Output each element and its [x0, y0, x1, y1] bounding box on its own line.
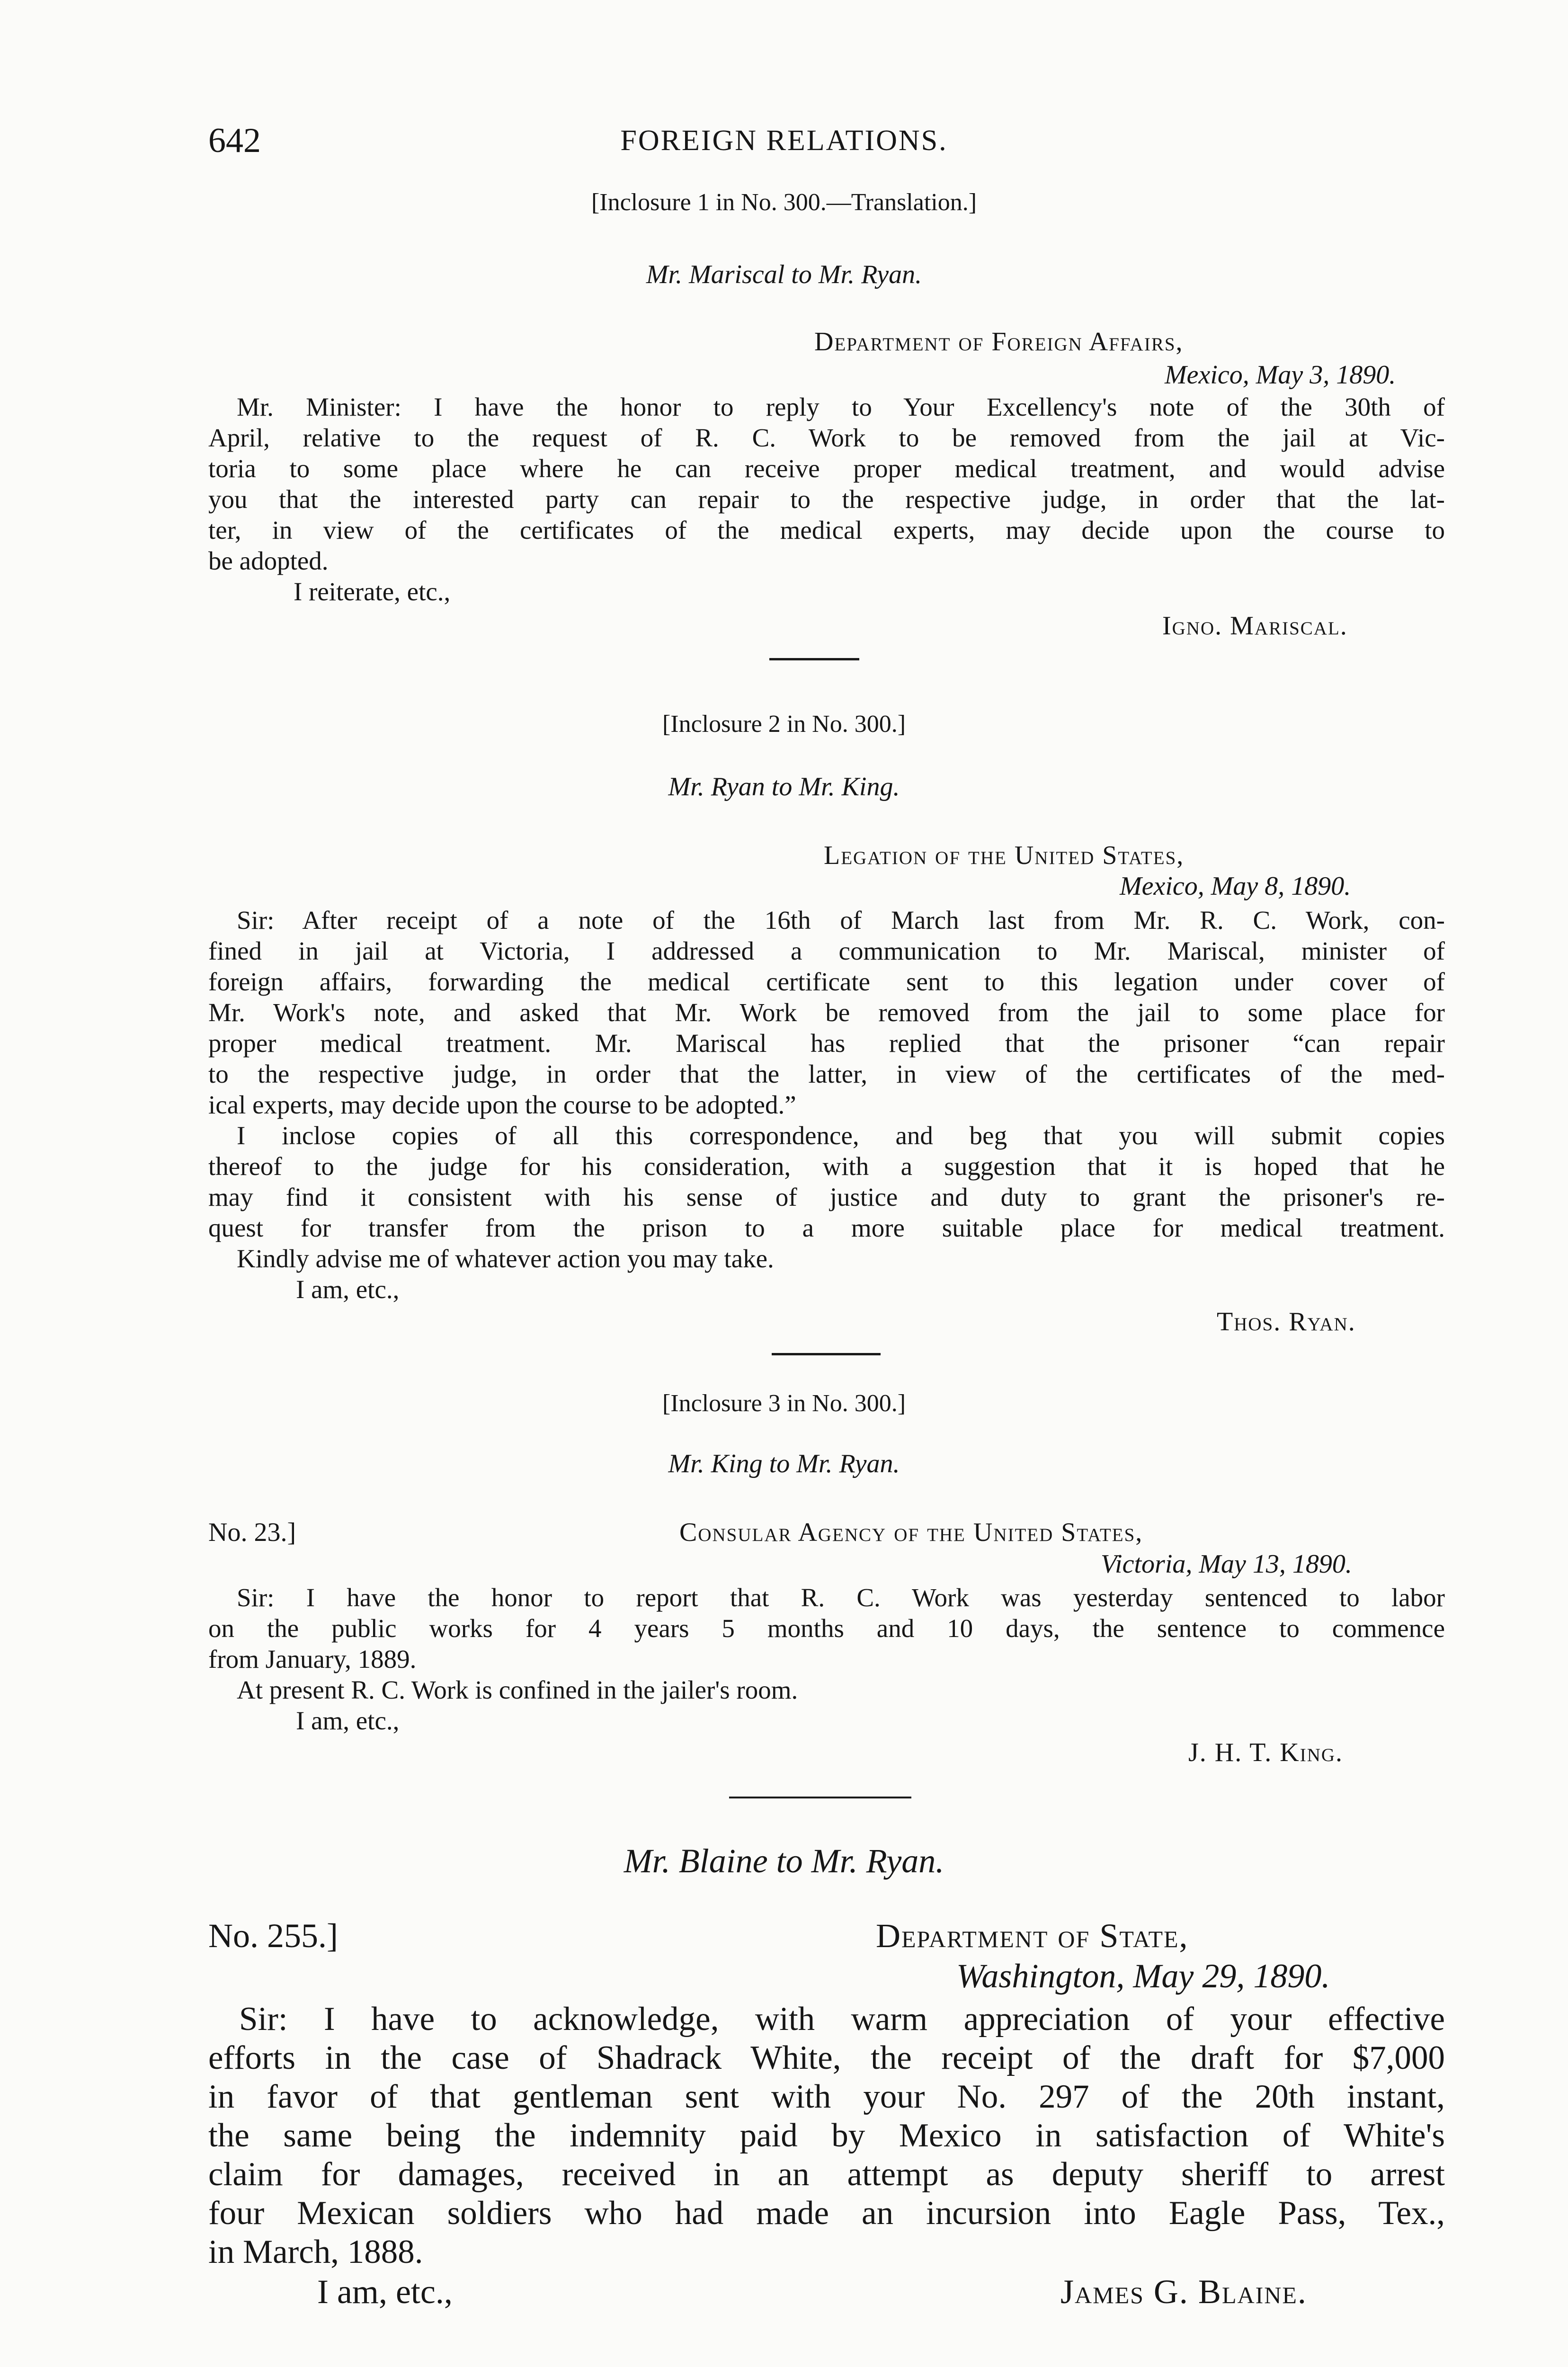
divider — [769, 658, 859, 660]
inclosure-2-office: Legation of the United States, — [824, 841, 1185, 870]
page-number: 642 — [208, 121, 261, 160]
body-line: Mr. Minister: I have the honor to reply to Your Excellency's note of the 30th of — [237, 392, 1445, 421]
body-line: I inclose copies of all this correspondence, and beg that you will submit copies — [237, 1121, 1445, 1150]
inclosure-3-number: No. 23.] — [208, 1518, 296, 1547]
inclosure-3-place-date: Victoria, May 13, 1890. — [1101, 1549, 1352, 1579]
running-title: FOREIGN RELATIONS. — [620, 125, 948, 157]
letter-closing: I am, etc., — [317, 2273, 453, 2311]
body-line: to the respective judge, in order that the latter, in view of the certificates of the med- — [208, 1059, 1445, 1088]
inclosure-3-tag: [Inclosure 3 in No. 300.] — [662, 1390, 906, 1417]
letter-heading: Mr. Blaine to Mr. Ryan. — [624, 1842, 944, 1880]
body-line: efforts in the case of Shadrack White, the receipt of the draft for $7,000 — [208, 2039, 1445, 2076]
inclosure-1-closing: I reiterate, etc., — [294, 577, 451, 606]
body-line: fined in jail at Victoria, I addressed a communication to Mr. Mariscal, minister of — [208, 936, 1445, 965]
body-line: Kindly advise me of whatever action you may take. — [237, 1244, 774, 1273]
inclosure-2-place-date: Mexico, May 8, 1890. — [1120, 872, 1351, 901]
body-line: Sir: I have to acknowledge, with warm appreciation of your effective — [239, 2001, 1445, 2038]
body-line: in March, 1888. — [208, 2234, 423, 2270]
divider — [772, 1353, 881, 1355]
inclosure-2-closing: I am, etc., — [296, 1275, 400, 1304]
body-line: in favor of that gentleman sent with your No. 297 of the 20th instant, — [208, 2078, 1445, 2115]
letter-signature: James G. Blaine. — [1060, 2273, 1307, 2311]
inclosure-3-office: Consular Agency of the United States, — [679, 1518, 1143, 1547]
body-line: April, relative to the request of R. C. Work to be removed from the jail at Vic- — [208, 423, 1445, 452]
inclosure-3-signature: J. H. T. King. — [1188, 1738, 1344, 1767]
body-line: Mr. Work's note, and asked that Mr. Work be removed from the jail to some place for — [208, 998, 1445, 1027]
body-line: may find it consistent with his sense of justice and duty to grant the prisoner's re- — [208, 1183, 1445, 1211]
inclosure-1-heading: Mr. Mariscal to Mr. Ryan. — [646, 260, 922, 289]
body-line: foreign affairs, forwarding the medical certificate sent to this legation under cover of — [208, 967, 1445, 996]
inclosure-2-heading: Mr. Ryan to Mr. King. — [668, 772, 900, 801]
body-line: four Mexican soldiers who had made an incursion into Eagle Pass, Tex., — [208, 2195, 1445, 2232]
letter-place-date: Washington, May 29, 1890. — [956, 1957, 1330, 1995]
body-line: quest for transfer from the prison to a more suitable place for medical treatment. — [208, 1213, 1445, 1242]
body-line: you that the interested party can repair to the respective judge, in order that the lat- — [208, 485, 1445, 514]
body-line: ter, in view of the certificates of the medical experts, may decide upon the course to — [208, 516, 1445, 544]
inclosure-1-tag: [Inclosure 1 in No. 300.—Translation.] — [591, 189, 977, 216]
inclosure-1-signature: Igno. Mariscal. — [1162, 611, 1348, 641]
body-line: Sir: After receipt of a note of the 16th of March last from Mr. R. C. Work, con- — [237, 906, 1445, 934]
body-line: At present R. C. Work is confined in the jailer's room. — [237, 1675, 798, 1704]
body-line: thereof to the judge for his consideration, with a suggestion that it is hoped that he — [208, 1152, 1445, 1181]
body-line: toria to some place where he can receive proper medical treatment, and would advise — [208, 454, 1445, 483]
body-line: proper medical treatment. Mr. Mariscal has replied that the prisoner “can repair — [208, 1029, 1445, 1058]
body-line: Sir: I have the honor to report that R. C. Work was yesterday sentenced to labor — [237, 1583, 1445, 1612]
inclosure-1-place-date: Mexico, May 3, 1890. — [1165, 360, 1396, 390]
inclosure-2-signature: Thos. Ryan. — [1217, 1307, 1356, 1336]
body-line: the same being the indemnity paid by Mexico in satisfaction of White's — [208, 2117, 1445, 2154]
inclosure-3-closing: I am, etc., — [296, 1706, 400, 1735]
letter-office: Department of State, — [876, 1917, 1189, 1955]
inclosure-2-tag: [Inclosure 2 in No. 300.] — [662, 711, 906, 738]
divider — [729, 1797, 911, 1798]
inclosure-3-heading: Mr. King to Mr. Ryan. — [668, 1449, 900, 1478]
body-line: ical experts, may decide upon the course to be adopted.” — [208, 1090, 796, 1119]
body-line: be adopted. — [208, 546, 329, 575]
letter-number: No. 255.] — [208, 1917, 338, 1955]
inclosure-1-office: Department of Foreign Affairs, — [814, 327, 1184, 356]
body-line: on the public works for 4 years 5 months and 10 days, the sentence to commence — [208, 1614, 1445, 1643]
body-line: from January, 1889. — [208, 1645, 417, 1673]
body-line: claim for damages, received in an attempt as deputy sheriff to arrest — [208, 2156, 1445, 2193]
